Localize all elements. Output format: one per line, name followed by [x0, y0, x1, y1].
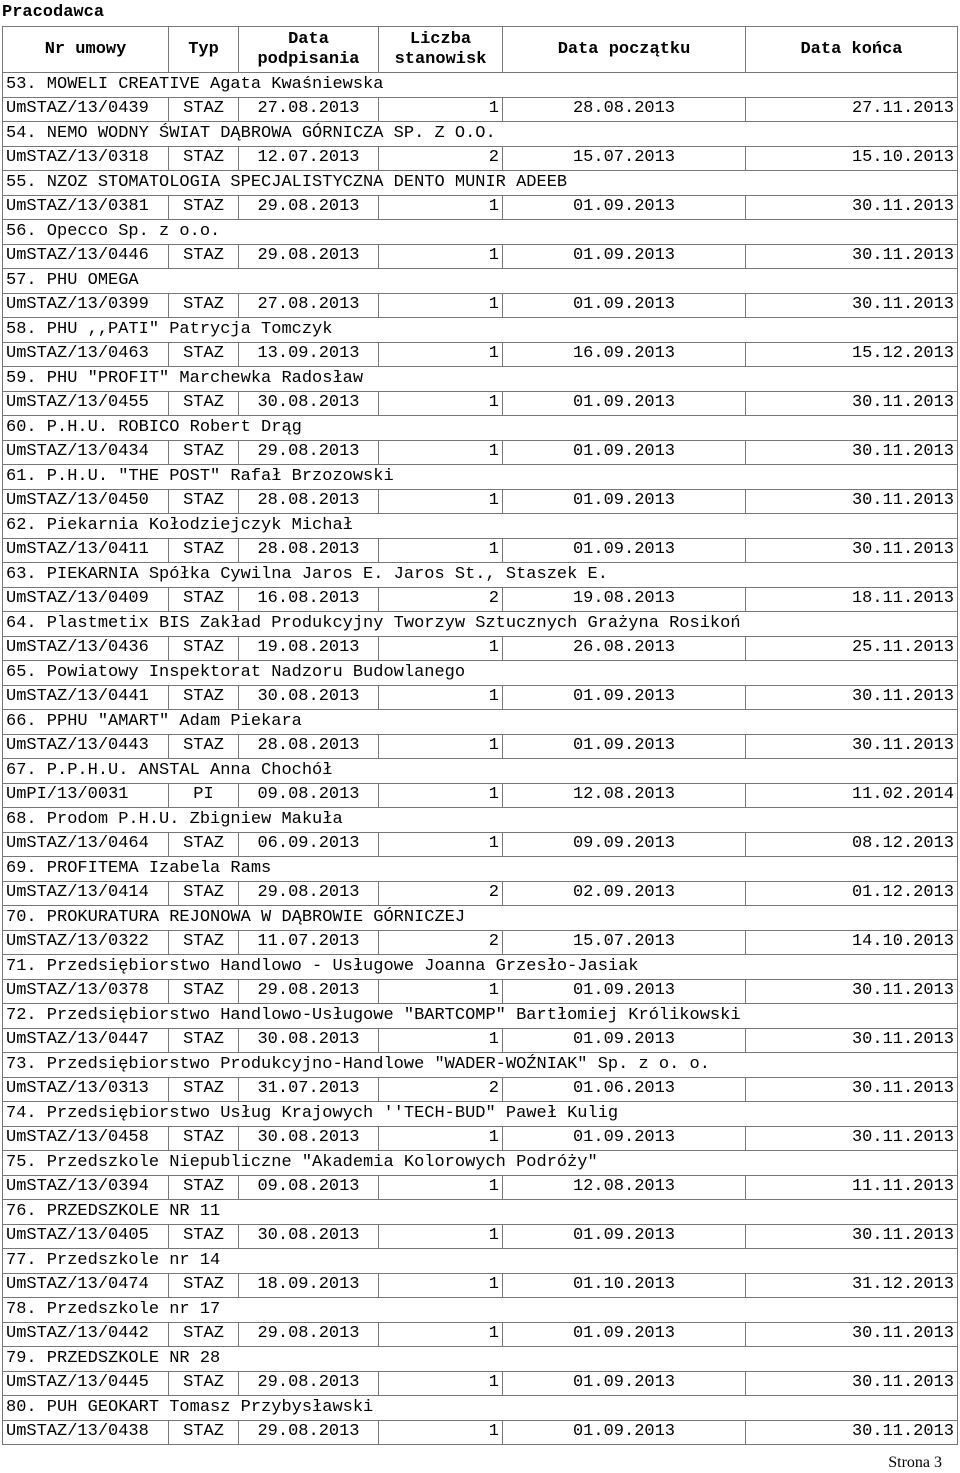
contract-type: STAZ — [169, 293, 239, 318]
positions-count: 2 — [379, 881, 503, 906]
employer-row — [3, 857, 958, 882]
contract-row — [3, 930, 958, 955]
start-date: 01.09.2013 — [503, 1028, 746, 1053]
positions-count: 1 — [379, 1028, 503, 1053]
contract-number: UmPI/13/0031 — [3, 783, 169, 808]
contract-row — [3, 734, 958, 759]
end-date: 30.11.2013 — [746, 1028, 958, 1053]
start-date: 19.08.2013 — [503, 587, 746, 612]
end-date: 15.10.2013 — [746, 146, 958, 171]
employer-row — [3, 73, 958, 98]
contract-number: UmSTAZ/13/0442 — [3, 1322, 169, 1347]
positions-count: 1 — [379, 1371, 503, 1396]
start-date: 15.07.2013 — [503, 930, 746, 955]
start-date: 01.09.2013 — [503, 1224, 746, 1249]
end-date: 30.11.2013 — [746, 244, 958, 269]
contract-number: UmSTAZ/13/0443 — [3, 734, 169, 759]
contract-number: UmSTAZ/13/0381 — [3, 195, 169, 220]
signing-date: 29.08.2013 — [239, 979, 379, 1004]
start-date: 01.09.2013 — [503, 734, 746, 759]
contract-row — [3, 636, 958, 661]
employer-name: 77. Przedszkole nr 14 — [3, 1249, 958, 1274]
employer-row — [3, 1004, 958, 1029]
contract-type: STAZ — [169, 146, 239, 171]
signing-date: 29.08.2013 — [239, 881, 379, 906]
contract-row — [3, 1077, 958, 1102]
contract-type: STAZ — [169, 1420, 239, 1445]
contracts-table — [2, 26, 958, 1445]
contract-type: STAZ — [169, 538, 239, 563]
contract-row — [3, 195, 958, 220]
signing-date: 13.09.2013 — [239, 342, 379, 367]
employer-name: 62. Piekarnia Kołodziejczyk Michał — [3, 514, 958, 539]
employer-row — [3, 220, 958, 245]
page-number: Strona 3 — [888, 1454, 942, 1471]
end-date: 30.11.2013 — [746, 1420, 958, 1445]
employer-row — [3, 171, 958, 196]
positions-count: 1 — [379, 1224, 503, 1249]
employer-name: 67. P.P.H.U. ANSTAL Anna Chochół — [3, 759, 958, 784]
contract-type: STAZ — [169, 881, 239, 906]
employer-row — [3, 465, 958, 490]
positions-count: 1 — [379, 97, 503, 122]
contract-row — [3, 1126, 958, 1151]
employer-row — [3, 1396, 958, 1421]
positions-count: 1 — [379, 489, 503, 514]
employer-row — [3, 612, 958, 637]
end-date: 30.11.2013 — [746, 734, 958, 759]
employer-row — [3, 661, 958, 686]
contract-type: STAZ — [169, 587, 239, 612]
employer-name: 61. P.H.U. "THE POST" Rafał Brzozowski — [3, 465, 958, 490]
contract-row — [3, 1322, 958, 1347]
employer-name: 64. Plastmetix BIS Zakład Produkcyjny Tworzyw Sztucznych Grażyna Rosikoń — [3, 612, 958, 637]
end-date: 08.12.2013 — [746, 832, 958, 857]
start-date: 26.08.2013 — [503, 636, 746, 661]
signing-date: 11.07.2013 — [239, 930, 379, 955]
contract-type: STAZ — [169, 1224, 239, 1249]
contract-number: UmSTAZ/13/0409 — [3, 587, 169, 612]
contract-row — [3, 685, 958, 710]
end-date: 14.10.2013 — [746, 930, 958, 955]
end-date: 30.11.2013 — [746, 1224, 958, 1249]
contract-row — [3, 1273, 958, 1298]
table-body — [3, 73, 958, 1445]
signing-date: 19.08.2013 — [239, 636, 379, 661]
start-date: 09.09.2013 — [503, 832, 746, 857]
signing-date: 30.08.2013 — [239, 1224, 379, 1249]
employer-row — [3, 1151, 958, 1176]
signing-date: 30.08.2013 — [239, 1028, 379, 1053]
employer-row — [3, 416, 958, 441]
start-date: 01.09.2013 — [503, 1420, 746, 1445]
employer-name: 74. Przedsiębiorstwo Usług Krajowych ''TECH-BUD" Paweł Kulig — [3, 1102, 958, 1127]
end-date: 27.11.2013 — [746, 97, 958, 122]
employer-name: 57. PHU OMEGA — [3, 269, 958, 294]
employer-name: 55. NZOZ STOMATOLOGIA SPECJALISTYCZNA DENTO MUNIR ADEEB — [3, 171, 958, 196]
employer-row — [3, 808, 958, 833]
end-date: 30.11.2013 — [746, 538, 958, 563]
positions-count: 2 — [379, 1077, 503, 1102]
header-data-poczatku: Data początku — [503, 27, 746, 73]
start-date: 16.09.2013 — [503, 342, 746, 367]
contract-row — [3, 979, 958, 1004]
start-date: 02.09.2013 — [503, 881, 746, 906]
contract-type: STAZ — [169, 1126, 239, 1151]
start-date: 28.08.2013 — [503, 97, 746, 122]
start-date: 01.09.2013 — [503, 293, 746, 318]
contract-row — [3, 881, 958, 906]
contract-row — [3, 1175, 958, 1200]
contract-number: UmSTAZ/13/0436 — [3, 636, 169, 661]
contract-row — [3, 244, 958, 269]
contract-row — [3, 489, 958, 514]
employer-name: 80. PUH GEOKART Tomasz Przybysławski — [3, 1396, 958, 1421]
contract-row — [3, 440, 958, 465]
contract-row — [3, 832, 958, 857]
employer-row — [3, 906, 958, 931]
contract-number: UmSTAZ/13/0464 — [3, 832, 169, 857]
signing-date: 06.09.2013 — [239, 832, 379, 857]
employer-row — [3, 1298, 958, 1323]
positions-count: 1 — [379, 1420, 503, 1445]
contract-type: STAZ — [169, 244, 239, 269]
employer-name: 78. Przedszkole nr 17 — [3, 1298, 958, 1323]
contract-number: UmSTAZ/13/0399 — [3, 293, 169, 318]
contract-row — [3, 783, 958, 808]
signing-date: 27.08.2013 — [239, 97, 379, 122]
contract-number: UmSTAZ/13/0411 — [3, 538, 169, 563]
contract-type: STAZ — [169, 489, 239, 514]
start-date: 01.06.2013 — [503, 1077, 746, 1102]
employer-name: 60. P.H.U. ROBICO Robert Drąg — [3, 416, 958, 441]
contract-type: STAZ — [169, 342, 239, 367]
employer-name: 70. PROKURATURA REJONOWA W DĄBROWIE GÓRNICZEJ — [3, 906, 958, 931]
positions-count: 1 — [379, 391, 503, 416]
positions-count: 1 — [379, 195, 503, 220]
employer-name: 59. PHU "PROFIT" Marchewka Radosław — [3, 367, 958, 392]
end-date: 11.11.2013 — [746, 1175, 958, 1200]
contract-row — [3, 1224, 958, 1249]
header-data-konca: Data końca — [746, 27, 958, 73]
positions-count: 1 — [379, 832, 503, 857]
employer-row — [3, 1102, 958, 1127]
employer-name: 69. PROFITEMA Izabela Rams — [3, 857, 958, 882]
end-date: 18.11.2013 — [746, 587, 958, 612]
start-date: 01.09.2013 — [503, 244, 746, 269]
contract-type: STAZ — [169, 1175, 239, 1200]
contract-number: UmSTAZ/13/0394 — [3, 1175, 169, 1200]
employer-row — [3, 759, 958, 784]
positions-count: 1 — [379, 636, 503, 661]
signing-date: 27.08.2013 — [239, 293, 379, 318]
contract-number: UmSTAZ/13/0445 — [3, 1371, 169, 1396]
signing-date: 09.08.2013 — [239, 783, 379, 808]
contract-number: UmSTAZ/13/0450 — [3, 489, 169, 514]
contract-row — [3, 1420, 958, 1445]
contract-type: STAZ — [169, 979, 239, 1004]
signing-date: 28.08.2013 — [239, 734, 379, 759]
header-nr-umowy: Nr umowy — [3, 27, 169, 73]
signing-date: 29.08.2013 — [239, 244, 379, 269]
employer-name: 76. PRZEDSZKOLE NR 11 — [3, 1200, 958, 1225]
start-date: 12.08.2013 — [503, 1175, 746, 1200]
contract-number: UmSTAZ/13/0405 — [3, 1224, 169, 1249]
signing-date: 09.08.2013 — [239, 1175, 379, 1200]
contract-row — [3, 538, 958, 563]
positions-count: 1 — [379, 342, 503, 367]
contract-number: UmSTAZ/13/0463 — [3, 342, 169, 367]
positions-count: 1 — [379, 538, 503, 563]
table-header-row — [3, 27, 958, 73]
end-date: 31.12.2013 — [746, 1273, 958, 1298]
contract-row — [3, 342, 958, 367]
start-date: 01.09.2013 — [503, 440, 746, 465]
contract-type: STAZ — [169, 440, 239, 465]
positions-count: 1 — [379, 734, 503, 759]
signing-date: 18.09.2013 — [239, 1273, 379, 1298]
signing-date: 31.07.2013 — [239, 1077, 379, 1102]
employer-name: 72. Przedsiębiorstwo Handlowo-Usługowe "BARTCOMP" Bartłomiej Królikowski — [3, 1004, 958, 1029]
page-title: Pracodawca — [2, 3, 105, 22]
contract-type: STAZ — [169, 1322, 239, 1347]
employer-name: 66. PPHU "AMART" Adam Piekara — [3, 710, 958, 735]
contract-type: STAZ — [169, 734, 239, 759]
contract-type: STAZ — [169, 391, 239, 416]
contract-number: UmSTAZ/13/0313 — [3, 1077, 169, 1102]
positions-count: 1 — [379, 685, 503, 710]
contract-type: PI — [169, 783, 239, 808]
signing-date: 29.08.2013 — [239, 195, 379, 220]
end-date: 30.11.2013 — [746, 685, 958, 710]
positions-count: 1 — [379, 1175, 503, 1200]
employer-row — [3, 269, 958, 294]
contract-number: UmSTAZ/13/0446 — [3, 244, 169, 269]
positions-count: 1 — [379, 440, 503, 465]
start-date: 01.09.2013 — [503, 1322, 746, 1347]
employer-row — [3, 318, 958, 343]
contract-number: UmSTAZ/13/0474 — [3, 1273, 169, 1298]
contract-type: STAZ — [169, 930, 239, 955]
employer-row — [3, 1347, 958, 1372]
positions-count: 1 — [379, 979, 503, 1004]
positions-count: 1 — [379, 244, 503, 269]
employer-name: 54. NEMO WODNY ŚWIAT DĄBROWA GÓRNICZA SP. Z O.O. — [3, 122, 958, 147]
signing-date: 29.08.2013 — [239, 1371, 379, 1396]
start-date: 01.09.2013 — [503, 195, 746, 220]
employer-row — [3, 1200, 958, 1225]
signing-date: 28.08.2013 — [239, 489, 379, 514]
contract-type: STAZ — [169, 1273, 239, 1298]
contract-type: STAZ — [169, 1371, 239, 1396]
contract-number: UmSTAZ/13/0441 — [3, 685, 169, 710]
contract-row — [3, 587, 958, 612]
employer-row — [3, 1249, 958, 1274]
positions-count: 2 — [379, 146, 503, 171]
employer-name: 56. Opecco Sp. z o.o. — [3, 220, 958, 245]
end-date: 30.11.2013 — [746, 1371, 958, 1396]
signing-date: 16.08.2013 — [239, 587, 379, 612]
signing-date: 29.08.2013 — [239, 440, 379, 465]
start-date: 01.09.2013 — [503, 979, 746, 1004]
end-date: 30.11.2013 — [746, 1322, 958, 1347]
start-date: 01.09.2013 — [503, 391, 746, 416]
employer-name: 53. MOWELI CREATIVE Agata Kwaśniewska — [3, 73, 958, 98]
start-date: 01.09.2013 — [503, 489, 746, 514]
start-date: 12.08.2013 — [503, 783, 746, 808]
positions-count: 1 — [379, 1322, 503, 1347]
start-date: 01.09.2013 — [503, 1371, 746, 1396]
start-date: 01.09.2013 — [503, 685, 746, 710]
positions-count: 2 — [379, 587, 503, 612]
start-date: 01.10.2013 — [503, 1273, 746, 1298]
contract-row — [3, 1028, 958, 1053]
end-date: 30.11.2013 — [746, 293, 958, 318]
start-date: 01.09.2013 — [503, 1126, 746, 1151]
header-typ: Typ — [169, 27, 239, 73]
header-data-podpisania: Data podpisania — [239, 27, 379, 73]
end-date: 25.11.2013 — [746, 636, 958, 661]
signing-date: 30.08.2013 — [239, 1126, 379, 1151]
employer-name: 73. Przedsiębiorstwo Produkcyjno-Handlowe "WADER-WOŹNIAK" Sp. z o. o. — [3, 1053, 958, 1078]
positions-count: 2 — [379, 930, 503, 955]
end-date: 30.11.2013 — [746, 979, 958, 1004]
contract-row — [3, 293, 958, 318]
contract-number: UmSTAZ/13/0439 — [3, 97, 169, 122]
contract-number: UmSTAZ/13/0378 — [3, 979, 169, 1004]
contract-number: UmSTAZ/13/0438 — [3, 1420, 169, 1445]
end-date: 15.12.2013 — [746, 342, 958, 367]
employer-name: 75. Przedszkole Niepubliczne "Akademia Kolorowych Podróży" — [3, 1151, 958, 1176]
end-date: 11.02.2014 — [746, 783, 958, 808]
end-date: 30.11.2013 — [746, 1126, 958, 1151]
signing-date: 30.08.2013 — [239, 685, 379, 710]
contract-number: UmSTAZ/13/0455 — [3, 391, 169, 416]
positions-count: 1 — [379, 1126, 503, 1151]
employer-name: 65. Powiatowy Inspektorat Nadzoru Budowlanego — [3, 661, 958, 686]
contract-type: STAZ — [169, 1028, 239, 1053]
employer-row — [3, 955, 958, 980]
employer-name: 63. PIEKARNIA Spółka Cywilna Jaros E. Jaros St., Staszek E. — [3, 563, 958, 588]
end-date: 01.12.2013 — [746, 881, 958, 906]
contract-number: UmSTAZ/13/0434 — [3, 440, 169, 465]
signing-date: 30.08.2013 — [239, 391, 379, 416]
contract-row — [3, 97, 958, 122]
employer-name: 79. PRZEDSZKOLE NR 28 — [3, 1347, 958, 1372]
employer-row — [3, 514, 958, 539]
signing-date: 12.07.2013 — [239, 146, 379, 171]
employer-name: 71. Przedsiębiorstwo Handlowo - Usługowe Joanna Grzesło-Jasiak — [3, 955, 958, 980]
start-date: 01.09.2013 — [503, 538, 746, 563]
contract-row — [3, 146, 958, 171]
contract-number: UmSTAZ/13/0458 — [3, 1126, 169, 1151]
signing-date: 29.08.2013 — [239, 1420, 379, 1445]
positions-count: 1 — [379, 1273, 503, 1298]
contract-row — [3, 1371, 958, 1396]
contract-number: UmSTAZ/13/0318 — [3, 146, 169, 171]
end-date: 30.11.2013 — [746, 440, 958, 465]
signing-date: 29.08.2013 — [239, 1322, 379, 1347]
end-date: 30.11.2013 — [746, 489, 958, 514]
employer-row — [3, 122, 958, 147]
end-date: 30.11.2013 — [746, 195, 958, 220]
employer-row — [3, 563, 958, 588]
employer-name: 58. PHU ,,PATI" Patrycja Tomczyk — [3, 318, 958, 343]
end-date: 30.11.2013 — [746, 391, 958, 416]
contract-row — [3, 391, 958, 416]
employer-name: 68. Prodom P.H.U. Zbigniew Makuła — [3, 808, 958, 833]
contract-number: UmSTAZ/13/0414 — [3, 881, 169, 906]
contract-number: UmSTAZ/13/0322 — [3, 930, 169, 955]
start-date: 15.07.2013 — [503, 146, 746, 171]
employer-row — [3, 1053, 958, 1078]
contract-type: STAZ — [169, 97, 239, 122]
contract-type: STAZ — [169, 636, 239, 661]
positions-count: 1 — [379, 293, 503, 318]
end-date: 30.11.2013 — [746, 1077, 958, 1102]
employer-row — [3, 710, 958, 735]
employer-row — [3, 367, 958, 392]
contract-type: STAZ — [169, 1077, 239, 1102]
positions-count: 1 — [379, 783, 503, 808]
header-liczba-stanowisk: Liczba stanowisk — [379, 27, 503, 73]
signing-date: 28.08.2013 — [239, 538, 379, 563]
contract-type: STAZ — [169, 685, 239, 710]
contract-type: STAZ — [169, 832, 239, 857]
contract-number: UmSTAZ/13/0447 — [3, 1028, 169, 1053]
contract-type: STAZ — [169, 195, 239, 220]
